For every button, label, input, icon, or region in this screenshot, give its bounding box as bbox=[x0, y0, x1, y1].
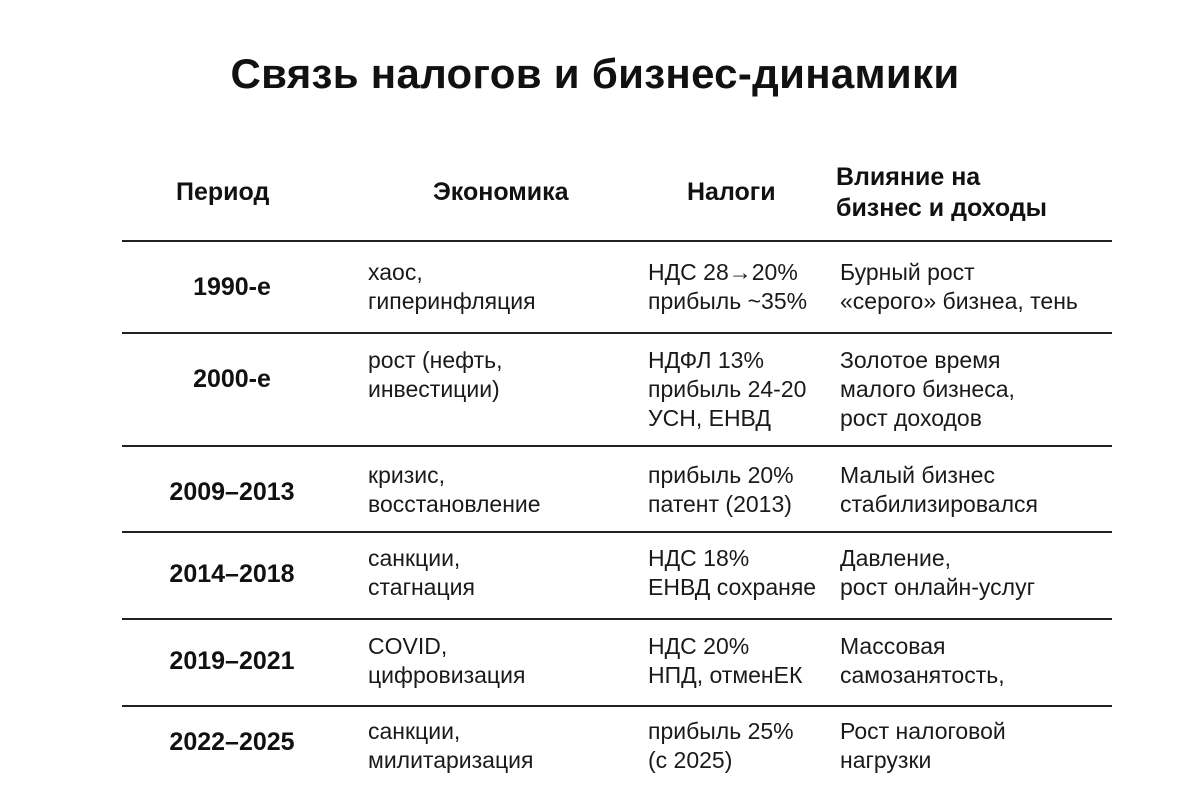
cell-line: хаос, bbox=[368, 259, 423, 285]
cell-line: милитаризация bbox=[368, 747, 534, 773]
cell-line: санкции, bbox=[368, 545, 461, 571]
cell-line: малого бизнеса, bbox=[840, 376, 1015, 402]
cell-line: прибыль 20% bbox=[648, 462, 794, 488]
row-impact bbox=[840, 717, 1006, 775]
row-economy bbox=[368, 258, 536, 316]
row-economy bbox=[368, 717, 533, 775]
page-title: Связь налогов и бизнес-динамики bbox=[230, 50, 960, 97]
row-period: 2019–2021 bbox=[169, 647, 295, 675]
cell-line: цифровизация bbox=[368, 662, 526, 688]
row-impact bbox=[840, 346, 1015, 433]
cell-line: рост онлайн-услуг bbox=[840, 574, 1035, 600]
row-economy bbox=[368, 461, 541, 519]
row-divider bbox=[122, 618, 1112, 620]
cell-line: Золотое время bbox=[840, 347, 1001, 373]
cell-line: Рост налоговой bbox=[840, 718, 1006, 744]
cell-line: прибыль 25% bbox=[648, 718, 794, 744]
cell-line: патент (2013) bbox=[648, 491, 792, 517]
cell-line: НДС 28→20% bbox=[648, 259, 798, 285]
row-period: 2014–2018 bbox=[169, 560, 295, 588]
cell-line: санкции, bbox=[368, 718, 461, 744]
row-economy bbox=[368, 544, 475, 602]
row-taxes bbox=[648, 717, 794, 775]
row-divider bbox=[122, 240, 1112, 242]
row-period: 1990-е bbox=[193, 273, 271, 301]
cell-line: COVID, bbox=[368, 633, 448, 659]
row-impact bbox=[840, 632, 1005, 690]
cell-line: Давление, bbox=[840, 545, 952, 571]
row-impact bbox=[840, 461, 1038, 519]
row-taxes bbox=[648, 461, 794, 519]
column-header-impact-line2: бизнес и доходы bbox=[836, 194, 1048, 222]
row-impact bbox=[840, 258, 1078, 316]
cell-line: стагнация bbox=[368, 574, 475, 600]
cell-line: кризис, bbox=[368, 462, 445, 488]
row-period: 2009–2013 bbox=[169, 478, 295, 506]
cell-line: (с 2025) bbox=[648, 747, 733, 773]
cell-line: Малый бизнес bbox=[840, 462, 995, 488]
cell-line: НДС 20% bbox=[648, 633, 750, 659]
cell-line: восстановление bbox=[368, 491, 541, 517]
row-taxes bbox=[648, 346, 806, 433]
row-taxes bbox=[648, 544, 816, 602]
row-impact bbox=[840, 544, 1035, 602]
cell-line: стабилизировался bbox=[840, 491, 1038, 517]
cell-line: НДФЛ 13% bbox=[648, 347, 764, 373]
cell-line: Бурный рост bbox=[840, 259, 975, 285]
row-economy bbox=[368, 632, 525, 690]
column-header-economy: Экономика bbox=[433, 178, 569, 206]
row-period: 2000-е bbox=[193, 365, 271, 393]
column-header-impact bbox=[836, 162, 1047, 224]
cell-line: Массовая bbox=[840, 633, 946, 659]
column-header-taxes: Налоги bbox=[687, 178, 776, 206]
row-divider bbox=[122, 445, 1112, 447]
cell-line: нагрузки bbox=[840, 747, 932, 773]
cell-line: самозанятость, bbox=[840, 662, 1005, 688]
cell-line: прибыль ~35% bbox=[648, 288, 808, 314]
column-header-impact-line1: Влияние на bbox=[836, 163, 981, 191]
cell-line: прибыль 24-20 bbox=[648, 376, 807, 402]
cell-line: рост доходов bbox=[840, 405, 982, 431]
cell-line: инвестиции) bbox=[368, 376, 500, 402]
cell-line: гиперинфляция bbox=[368, 288, 536, 314]
column-header-period: Период bbox=[176, 178, 270, 206]
cell-line: УСН, ЕНВД bbox=[648, 405, 771, 431]
row-period: 2022–2025 bbox=[169, 728, 295, 756]
cell-line: ЕНВД сохраняе bbox=[648, 574, 817, 600]
row-divider bbox=[122, 531, 1112, 533]
cell-line: «серого» бизнеа, тень bbox=[840, 288, 1078, 314]
cell-line: рост (нефть, bbox=[368, 347, 503, 373]
cell-line: НДС 18% bbox=[648, 545, 750, 571]
row-divider bbox=[122, 705, 1112, 707]
row-taxes bbox=[648, 632, 802, 690]
row-economy bbox=[368, 346, 503, 404]
cell-line: НПД, отменЕК bbox=[648, 662, 803, 688]
row-divider bbox=[122, 332, 1112, 334]
row-taxes bbox=[648, 258, 807, 316]
